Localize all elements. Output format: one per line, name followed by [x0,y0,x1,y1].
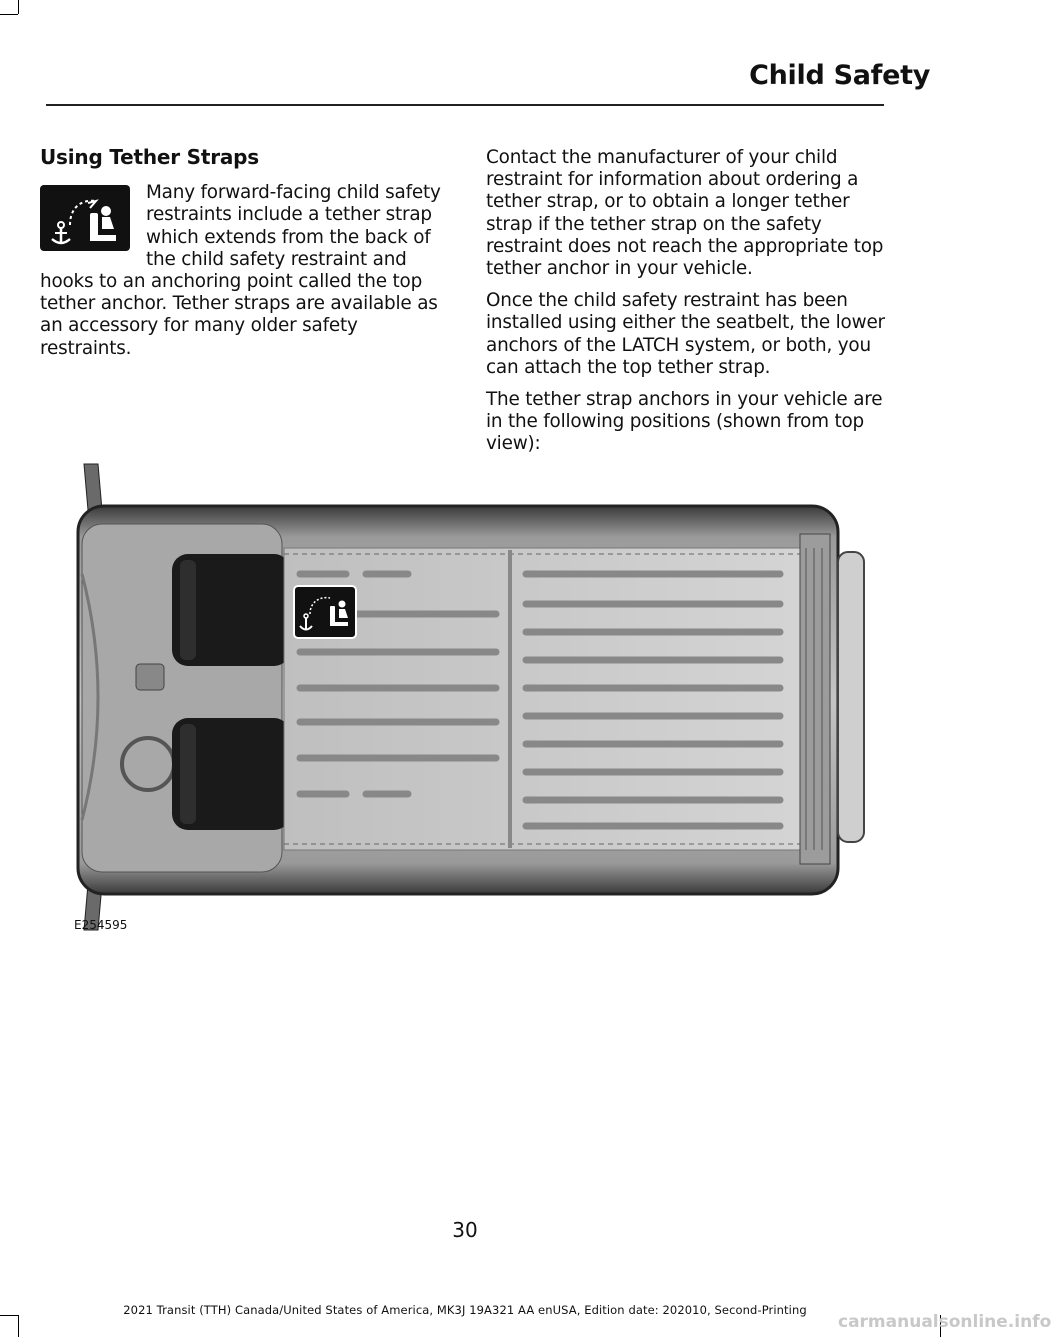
manufacturer-paragraph: Contact the manufacturer of your child restraint for information about ordering a tether strap, or to obtain a longer tether strap if the tether strap on the safety restraint does not reach the appropriate top tether anchor in your vehicle. [486,147,884,280]
tether-anchor-marker [294,586,356,638]
crop-mark [0,14,18,15]
right-column [486,147,886,466]
install-paragraph: Once the child safety restraint has been installed using either the seatbelt, the lower anchors of the LATCH system, or both, you can attach the top tether strap. [486,290,885,378]
crop-mark [18,1315,19,1337]
section-heading: Using Tether Straps [40,145,260,169]
page-footer: 2021 Transit (TTH) Canada/United States of America, MK3J 19A321 AA enUSA, Edition date: 202010, Second-Printing [123,1303,807,1317]
watermark: carmanualsonline.info [838,1312,1051,1332]
child-seat-tether-anchor-icon-graphic [40,185,130,251]
crop-mark [18,0,19,14]
header-divider [46,104,884,106]
figure-id: E254595 [74,918,128,932]
page-number: 30 [452,1218,478,1242]
van-top-view-figure [40,464,880,934]
left-column [40,146,450,370]
child-seat-tether-anchor-icon [40,185,130,251]
anchor-positions-paragraph: The tether strap anchors in your vehicle are in the following positions (shown from top view): [486,389,883,455]
tether-intro-paragraph: Many forward-facing child safety restraints include a tether strap which extends from the back of the child safety restraint and hooks to an anchoring point called the top tether anchor. Tether straps are available as an accessory for many older safety restraints. [40,182,441,359]
page-title: Child Safety [749,60,930,91]
van-top-view-illustration [40,464,880,934]
